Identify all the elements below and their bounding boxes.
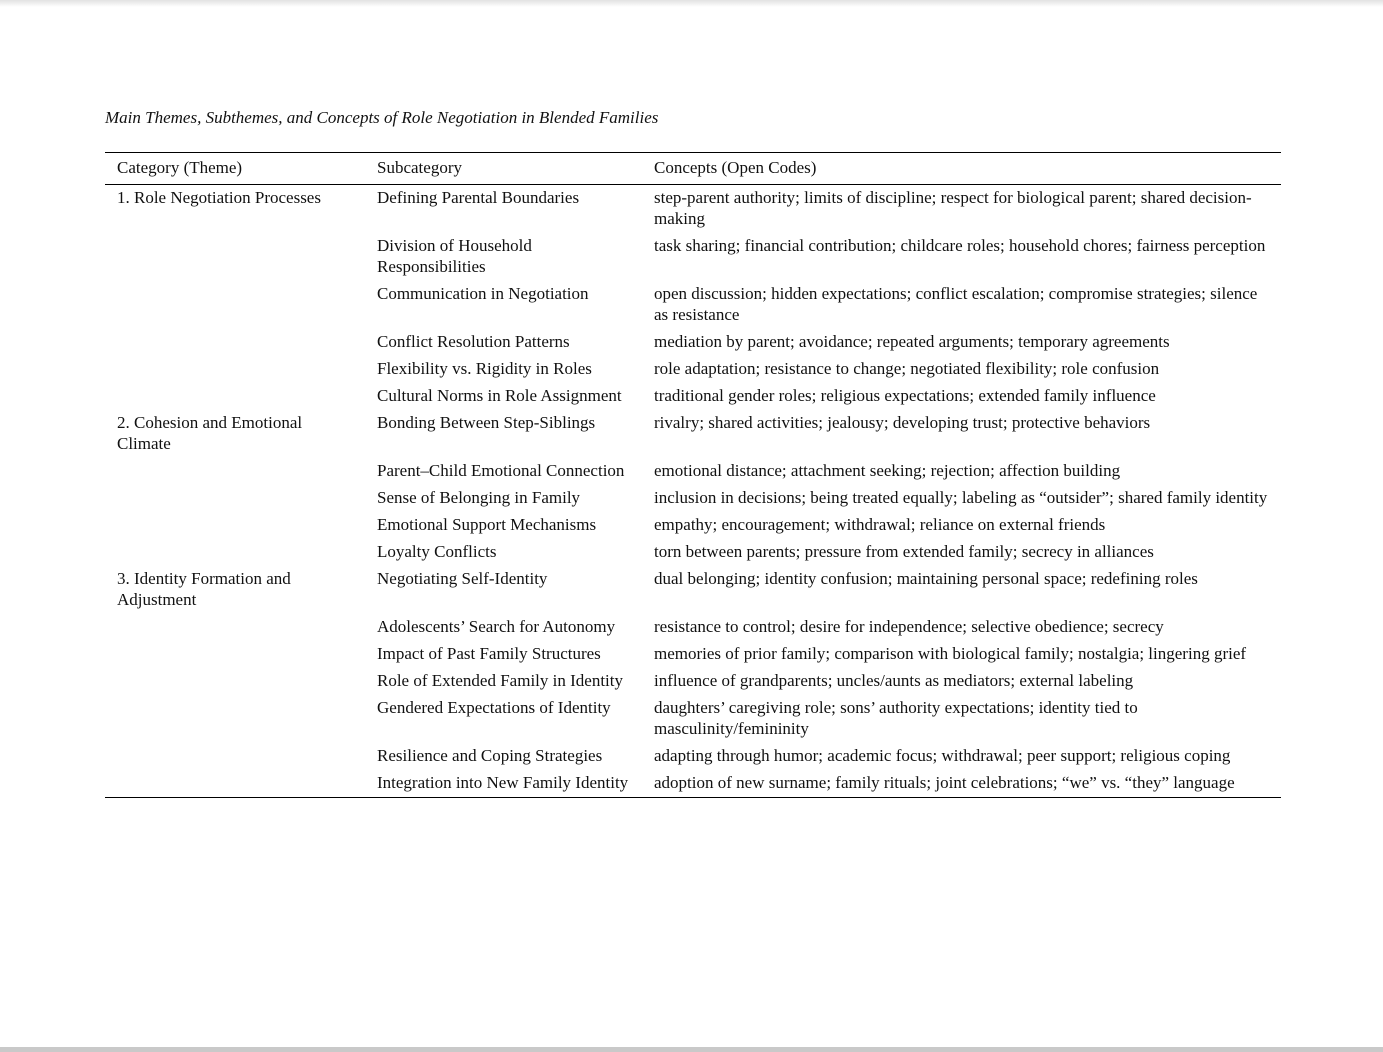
table-row [105, 668, 1281, 695]
concepts-cell: resistance to control; desire for independence; selective obedience; secrecy [654, 617, 1164, 636]
table-title: Main Themes, Subthemes, and Concepts of Role Negotiation in Blended Families [105, 108, 659, 127]
subcategory-cell: Division of Household Responsibilities [377, 236, 532, 276]
subcategory-cell: Parent–Child Emotional Connection [377, 461, 625, 480]
table-row [105, 539, 1281, 566]
subcategory-cell: Flexibility vs. Rigidity in Roles [377, 359, 592, 378]
concepts-cell: step-parent authority; limits of discipline; respect for biological parent; shared decision-making [654, 188, 1252, 228]
concepts-cell: mediation by parent; avoidance; repeated arguments; temporary agreements [654, 332, 1170, 351]
category-cell [105, 614, 365, 641]
table-row [105, 356, 1281, 383]
concepts-cell: inclusion in decisions; being treated equally; labeling as “outsider”; shared family identity [654, 488, 1268, 507]
subcategory-cell: Resilience and Coping Strategies [377, 746, 603, 765]
category-cell [105, 668, 365, 695]
category-cell [105, 233, 365, 281]
subcategory-cell: Bonding Between Step-Siblings [377, 413, 596, 432]
concepts-cell: dual belonging; identity confusion; maintaining personal space; redefining roles [654, 569, 1198, 588]
category-cell [105, 641, 365, 668]
header-concepts: Concepts (Open Codes) [642, 153, 1281, 185]
subcategory-cell: Emotional Support Mechanisms [377, 515, 597, 534]
table-row [105, 185, 1281, 234]
subcategory-cell: Gendered Expectations of Identity [377, 698, 611, 717]
concepts-cell: task sharing; financial contribution; childcare roles; household chores; fairness perception [654, 236, 1266, 255]
table-row [105, 695, 1281, 743]
category-cell: 2. Cohesion and Emotional Climate [117, 413, 303, 453]
category-cell [105, 512, 365, 539]
header-category: Category (Theme) [105, 153, 365, 185]
subcategory-cell: Role of Extended Family in Identity [377, 671, 623, 690]
category-cell [105, 695, 365, 743]
table-row [105, 410, 1281, 458]
subcategory-cell: Conflict Resolution Patterns [377, 332, 570, 351]
concepts-cell: rivalry; shared activities; jealousy; developing trust; protective behaviors [654, 413, 1151, 432]
table-row [105, 743, 1281, 770]
concepts-cell: empathy; encouragement; withdrawal; reliance on external friends [654, 515, 1106, 534]
table-row [105, 485, 1281, 512]
category-cell [105, 458, 365, 485]
concepts-cell: memories of prior family; comparison with biological family; nostalgia; lingering grief [654, 644, 1247, 663]
subcategory-cell: Communication in Negotiation [377, 284, 589, 303]
category-cell [105, 329, 365, 356]
table-header-row [105, 153, 1281, 185]
subcategory-cell: Cultural Norms in Role Assignment [377, 386, 622, 405]
concepts-cell: emotional distance; attachment seeking; rejection; affection building [654, 461, 1121, 480]
category-cell [105, 539, 365, 566]
concepts-cell: adoption of new surname; family rituals; joint celebrations; “we” vs. “they” language [654, 773, 1235, 792]
table-row [105, 329, 1281, 356]
category-cell: 1. Role Negotiation Processes [117, 188, 321, 207]
concepts-cell: role adaptation; resistance to change; negotiated flexibility; role confusion [654, 359, 1160, 378]
category-cell [105, 770, 365, 798]
category-cell [105, 356, 365, 383]
subcategory-cell: Adolescents’ Search for Autonomy [377, 617, 616, 636]
subcategory-cell: Negotiating Self-Identity [377, 569, 548, 588]
concepts-cell: open discussion; hidden expectations; conflict escalation; compromise strategies; silence as resistance [654, 284, 1258, 324]
concepts-cell: torn between parents; pressure from extended family; secrecy in alliances [654, 542, 1154, 561]
category-cell [105, 743, 365, 770]
subcategory-cell: Defining Parental Boundaries [377, 188, 580, 207]
subcategory-cell: Impact of Past Family Structures [377, 644, 601, 663]
category-cell [105, 485, 365, 512]
subcategory-cell: Integration into New Family Identity [377, 773, 629, 792]
table-row [105, 383, 1281, 410]
themes-table [105, 152, 1281, 798]
table-row [105, 281, 1281, 329]
table-row [105, 614, 1281, 641]
subcategory-cell: Sense of Belonging in Family [377, 488, 581, 507]
table-row [105, 233, 1281, 281]
category-cell [105, 383, 365, 410]
category-cell: 3. Identity Formation and Adjustment [117, 569, 291, 609]
table-row [105, 566, 1281, 614]
subcategory-cell: Loyalty Conflicts [377, 542, 497, 561]
category-cell [105, 281, 365, 329]
page-top-edge-shadow [0, 0, 1383, 7]
table-row [105, 770, 1281, 798]
concepts-cell: adapting through humor; academic focus; withdrawal; peer support; religious coping [654, 746, 1231, 765]
page-bottom-edge-bar [0, 1047, 1383, 1052]
table-row [105, 458, 1281, 485]
table-body [105, 185, 1281, 798]
header-subcategory: Subcategory [365, 153, 642, 185]
table-row [105, 641, 1281, 668]
concepts-cell: traditional gender roles; religious expectations; extended family influence [654, 386, 1156, 405]
table-row [105, 512, 1281, 539]
concepts-cell: daughters’ caregiving role; sons’ authority expectations; identity tied to masculinity/femininity [654, 698, 1138, 738]
concepts-cell: influence of grandparents; uncles/aunts as mediators; external labeling [654, 671, 1134, 690]
